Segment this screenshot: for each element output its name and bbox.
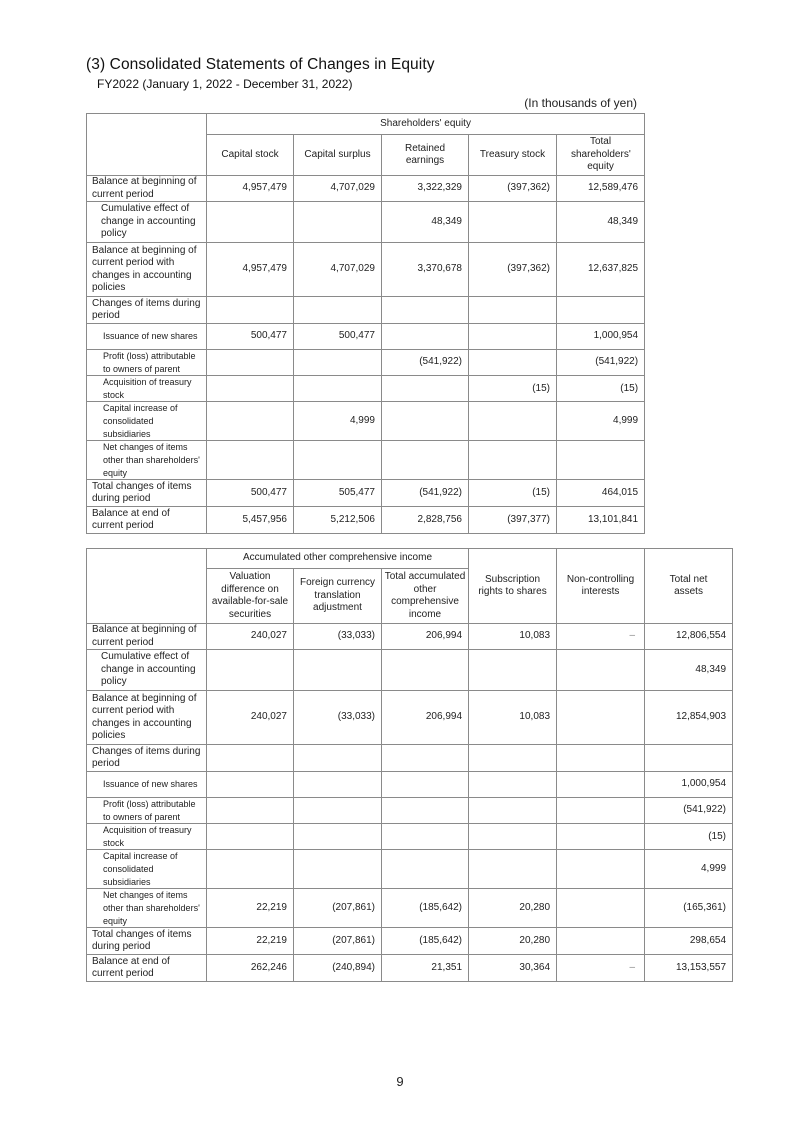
cell: (207,861) — [294, 889, 382, 928]
cell — [382, 324, 469, 350]
table-row — [87, 350, 645, 376]
cell — [382, 402, 469, 441]
cell: 3,370,678 — [382, 243, 469, 297]
cell: 298,654 — [645, 928, 733, 955]
cell: 30,364 — [469, 955, 557, 982]
cell: (185,642) — [382, 928, 469, 955]
cell — [469, 350, 557, 376]
cell: 240,027 — [207, 624, 294, 650]
cell — [294, 350, 382, 376]
row-label: Balance at end of current period — [87, 955, 207, 982]
row-label: Issuance of new shares — [87, 772, 207, 798]
row-label: Cumulative effect of change in accounting policy — [87, 650, 207, 691]
cell: (541,922) — [382, 350, 469, 376]
row-label: Changes of items during period — [87, 297, 207, 324]
page-number: 9 — [396, 1074, 404, 1089]
cell: 10,083 — [469, 691, 557, 745]
cell — [557, 691, 645, 745]
col-header: Foreign currency translation adjustment — [294, 569, 382, 624]
cell: 4,707,029 — [294, 176, 382, 202]
cell — [207, 441, 294, 480]
cell: 240,027 — [207, 691, 294, 745]
cell — [207, 798, 294, 824]
row-label: Balance at beginning of current period — [87, 624, 207, 650]
cell — [294, 650, 382, 691]
row-label: Acquisition of treasury stock — [87, 824, 207, 850]
cell — [469, 297, 557, 324]
cell: 500,477 — [207, 324, 294, 350]
cell: – — [557, 624, 645, 650]
col-header: Total net assets — [645, 549, 733, 624]
row-label: Total changes of items during period — [87, 480, 207, 507]
cell: (541,922) — [645, 798, 733, 824]
cell — [469, 850, 557, 889]
cell — [557, 889, 645, 928]
row-label: Profit (loss) attributable to owners of parent — [87, 798, 207, 824]
cell: 21,351 — [382, 955, 469, 982]
cell — [557, 441, 645, 480]
cell: (15) — [645, 824, 733, 850]
cell — [207, 202, 294, 243]
cell: 48,349 — [645, 650, 733, 691]
table-row — [87, 441, 645, 480]
cell: 262,246 — [207, 955, 294, 982]
row-label: Capital increase of consolidated subsidiaries — [87, 402, 207, 441]
cell: 10,083 — [469, 624, 557, 650]
table-row — [87, 798, 733, 824]
cell: 12,637,825 — [557, 243, 645, 297]
cell: 4,999 — [557, 402, 645, 441]
cell — [207, 402, 294, 441]
cell: (397,362) — [469, 176, 557, 202]
cell — [382, 798, 469, 824]
cell: 4,957,479 — [207, 243, 294, 297]
row-label: Issuance of new shares — [87, 324, 207, 350]
cell: (207,861) — [294, 928, 382, 955]
col-header: Capital stock — [207, 135, 294, 176]
col-header: Total shareholders' equity — [557, 135, 645, 176]
cell — [382, 376, 469, 402]
row-label: Balance at beginning of current period with changes in accounting policies — [87, 691, 207, 745]
row-label: Profit (loss) attributable to owners of parent — [87, 350, 207, 376]
cell — [207, 745, 294, 772]
cell — [207, 376, 294, 402]
table-row — [87, 176, 645, 202]
cell: 22,219 — [207, 928, 294, 955]
cell — [294, 798, 382, 824]
cell: 12,854,903 — [645, 691, 733, 745]
cell — [382, 850, 469, 889]
cell: 4,707,029 — [294, 243, 382, 297]
table-row — [87, 928, 733, 955]
cell: (15) — [469, 376, 557, 402]
cell — [469, 441, 557, 480]
statement-title: (3) Consolidated Statements of Changes in Equity — [86, 56, 435, 73]
cell — [382, 650, 469, 691]
cell — [557, 745, 645, 772]
col-header: Total accumulated other comprehensive income — [382, 569, 469, 624]
cell: 22,219 — [207, 889, 294, 928]
table-row — [87, 376, 645, 402]
cell: 20,280 — [469, 889, 557, 928]
table-row — [87, 202, 645, 243]
table-row — [87, 824, 733, 850]
table-row — [87, 772, 733, 798]
table-row — [87, 480, 645, 507]
cell — [469, 824, 557, 850]
cell — [207, 772, 294, 798]
cell: 1,000,954 — [557, 324, 645, 350]
cell: (15) — [557, 376, 645, 402]
table-row — [87, 402, 645, 441]
row-label: Balance at beginning of current period — [87, 176, 207, 202]
cell — [382, 441, 469, 480]
cell — [294, 745, 382, 772]
cell: (33,033) — [294, 624, 382, 650]
cell: 464,015 — [557, 480, 645, 507]
cell: 4,957,479 — [207, 176, 294, 202]
cell: (397,377) — [469, 507, 557, 534]
corner-cell — [87, 549, 207, 624]
cell: (240,894) — [294, 955, 382, 982]
cell: 500,477 — [294, 324, 382, 350]
cell: 3,322,329 — [382, 176, 469, 202]
row-label: Acquisition of treasury stock — [87, 376, 207, 402]
table-row — [87, 955, 733, 982]
table-row — [87, 624, 733, 650]
cell: 500,477 — [207, 480, 294, 507]
cell — [645, 745, 733, 772]
other-equity-table — [86, 548, 733, 982]
cell: 48,349 — [382, 202, 469, 243]
col-header: Capital surplus — [294, 135, 382, 176]
cell — [469, 324, 557, 350]
cell: 5,212,506 — [294, 507, 382, 534]
cell: 206,994 — [382, 624, 469, 650]
group-header-accumulated-oci: Accumulated other comprehensive income — [207, 549, 469, 569]
cell: 12,806,554 — [645, 624, 733, 650]
cell — [382, 745, 469, 772]
group-header-shareholders-equity: Shareholders' equity — [207, 114, 645, 135]
table-row — [87, 850, 733, 889]
shareholders-equity-table — [86, 113, 645, 534]
cell — [469, 650, 557, 691]
cell — [557, 798, 645, 824]
cell: – — [557, 955, 645, 982]
row-label: Total changes of items during period — [87, 928, 207, 955]
cell: 206,994 — [382, 691, 469, 745]
cell — [207, 850, 294, 889]
row-label: Balance at beginning of current period with changes in accounting policies — [87, 243, 207, 297]
row-label: Balance at end of current period — [87, 507, 207, 534]
fiscal-period: FY2022 (January 1, 2022 - December 31, 2022) — [97, 77, 353, 91]
cell: 5,457,956 — [207, 507, 294, 534]
cell — [469, 202, 557, 243]
cell — [469, 402, 557, 441]
cell — [207, 824, 294, 850]
cell: (15) — [469, 480, 557, 507]
col-header: Valuation difference on available-for-sale securities — [207, 569, 294, 624]
cell — [294, 202, 382, 243]
cell — [469, 772, 557, 798]
cell: (397,362) — [469, 243, 557, 297]
cell — [207, 650, 294, 691]
cell — [294, 850, 382, 889]
cell — [294, 772, 382, 798]
cell: 48,349 — [557, 202, 645, 243]
table-row — [87, 243, 645, 297]
table-row — [87, 324, 645, 350]
row-label: Capital increase of consolidated subsidiaries — [87, 850, 207, 889]
cell: 13,101,841 — [557, 507, 645, 534]
cell — [382, 297, 469, 324]
cell — [207, 297, 294, 324]
row-label: Cumulative effect of change in accounting policy — [87, 202, 207, 243]
cell — [294, 824, 382, 850]
cell: 505,477 — [294, 480, 382, 507]
cell: (185,642) — [382, 889, 469, 928]
row-label: Changes of items during period — [87, 745, 207, 772]
cell: 12,589,476 — [557, 176, 645, 202]
row-label: Net changes of items other than shareholders' equity — [87, 441, 207, 480]
cell: 2,828,756 — [382, 507, 469, 534]
unit-note: (In thousands of yen) — [524, 96, 637, 110]
col-header: Subscription rights to shares — [469, 549, 557, 624]
cell — [557, 772, 645, 798]
cell: 13,153,557 — [645, 955, 733, 982]
corner-cell — [87, 114, 207, 176]
cell — [557, 650, 645, 691]
cell — [382, 824, 469, 850]
cell: 4,999 — [645, 850, 733, 889]
cell — [294, 376, 382, 402]
cell: (33,033) — [294, 691, 382, 745]
row-label: Net changes of items other than shareholders' equity — [87, 889, 207, 928]
col-header: Treasury stock — [469, 135, 557, 176]
cell: 4,999 — [294, 402, 382, 441]
cell — [294, 441, 382, 480]
cell: (541,922) — [557, 350, 645, 376]
cell — [382, 772, 469, 798]
cell: 1,000,954 — [645, 772, 733, 798]
cell — [557, 850, 645, 889]
cell — [557, 297, 645, 324]
cell — [469, 798, 557, 824]
cell: (541,922) — [382, 480, 469, 507]
cell — [469, 745, 557, 772]
cell — [557, 928, 645, 955]
table-row — [87, 297, 645, 324]
table-row — [87, 650, 733, 691]
col-header: Non-controlling interests — [557, 549, 645, 624]
table-row — [87, 507, 645, 534]
cell — [557, 824, 645, 850]
cell — [294, 297, 382, 324]
table-row — [87, 889, 733, 928]
col-header: Retained earnings — [382, 135, 469, 176]
cell: (165,361) — [645, 889, 733, 928]
cell: 20,280 — [469, 928, 557, 955]
table-row — [87, 745, 733, 772]
cell — [207, 350, 294, 376]
table-row — [87, 691, 733, 745]
